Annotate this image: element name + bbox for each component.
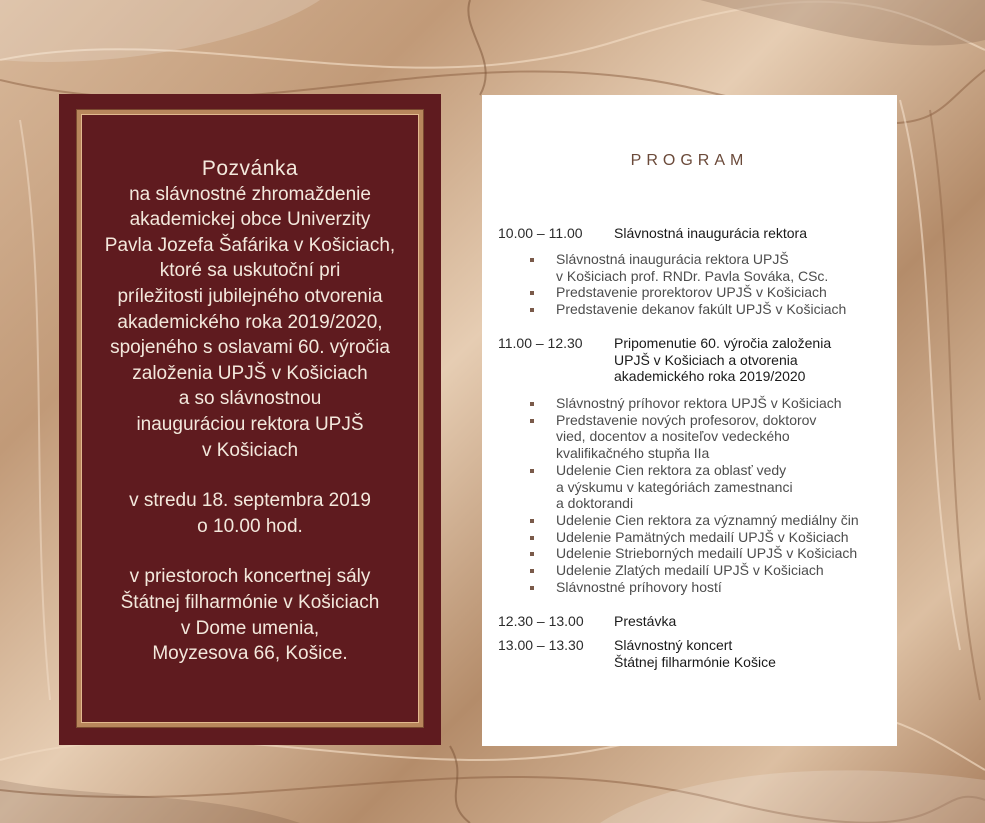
- bullet-line: Udelenie Pamätných medailí UPJŠ v Košiciach: [556, 528, 849, 545]
- program-title-line: Slávnostný koncert: [614, 637, 733, 653]
- list-item: [528, 301, 889, 318]
- invitation-line: v Košiciach: [201, 439, 299, 461]
- bullet-line: kvalifikačného stupňa IIa: [556, 445, 710, 462]
- invitation-text: [89, 156, 411, 667]
- program-title-line: Prestávka: [614, 613, 677, 629]
- bullet-line: Udelenie Cien rektora za oblasť vedy: [556, 461, 787, 478]
- program-title: [614, 335, 889, 385]
- bullet-line: Udelenie Cien rektora za významný mediálny čin: [556, 511, 859, 528]
- invitation-line: a so slávnostnou: [178, 388, 322, 410]
- program-time: 10.00 – 11.00: [498, 225, 583, 241]
- invitation-line: Pavla Jozefa Šafárika v Košiciach,: [104, 234, 396, 256]
- program-title: [614, 637, 889, 670]
- program-bullets: [528, 395, 889, 595]
- program-title: [614, 613, 889, 630]
- list-item: [528, 579, 889, 596]
- bullet-line: Slávnostné príhovory hostí: [556, 578, 722, 595]
- invitation-line: inauguráciou rektora UPJŠ: [136, 413, 364, 435]
- invitation-venue-line: v priestoroch koncertnej sály: [129, 566, 371, 588]
- list-item: [528, 395, 889, 412]
- list-item: [528, 251, 889, 284]
- invitation-line: akademického roka 2019/2020,: [117, 311, 383, 333]
- list-item: [528, 412, 889, 462]
- invitation-line: na slávnostné zhromaždenie: [129, 183, 371, 205]
- program-title-line: Štátnej filharmónie Košice: [614, 653, 776, 670]
- invitation-line: založenia UPJŠ v Košiciach: [132, 362, 368, 384]
- program-time: 13.00 – 13.30: [498, 637, 584, 653]
- invitation-line: ktoré sa uskutoční pri: [159, 260, 341, 282]
- program-title-line: UPJŠ v Košiciach a otvorenia: [614, 351, 798, 368]
- invitation-line: spojeného s oslavami 60. výročia: [110, 337, 390, 359]
- bullet-line: Udelenie Zlatých medailí UPJŠ v Košiciach: [556, 562, 824, 579]
- list-item: [528, 562, 889, 579]
- program-card: [482, 95, 897, 746]
- bullet-line: Predstavenie prorektorov UPJŠ v Košiciach: [556, 284, 827, 301]
- program-title: [614, 225, 889, 242]
- bullet-line: a výskumu v kategóriách zamestnanci: [556, 478, 793, 495]
- bullet-line: vied, docentov a nositeľov vedeckého: [556, 428, 790, 445]
- program-title-line: akademického roka 2019/2020: [614, 368, 806, 384]
- invitation-time: o 10.00 hod.: [197, 515, 303, 537]
- bullet-line: a doktorandi: [556, 495, 634, 512]
- bullet-line: Slávnostná inaugurácia rektora UPJŠ: [556, 251, 789, 267]
- program-bullets: [528, 251, 889, 318]
- list-item: [528, 529, 889, 546]
- invitation-line: príležitosti jubilejného otvorenia: [117, 285, 383, 307]
- invitation-card: [59, 94, 441, 745]
- program-heading: PROGRAM: [630, 152, 749, 169]
- invitation-venue-line: v Dome umenia,: [180, 617, 320, 639]
- list-item: [528, 512, 889, 529]
- list-item: [528, 545, 889, 562]
- invitation-line: akademickej obce Univerzity: [129, 209, 371, 231]
- invitation-title: Pozvánka: [201, 157, 299, 180]
- program-title-line: Slávnostná inaugurácia rektora: [614, 225, 808, 241]
- invitation-date: v stredu 18. septembra 2019: [129, 490, 371, 512]
- bullet-line: Slávnostný príhovor rektora UPJŠ v Košiciach: [556, 395, 842, 411]
- invitation-address: Moyzesova 66, Košice.: [152, 643, 348, 665]
- program-title-line: Pripomenutie 60. výročia založenia: [614, 335, 832, 351]
- bullet-line: Udelenie Strieborných medailí UPJŠ v Košiciach: [556, 545, 858, 562]
- bullet-line: v Košiciach prof. RNDr. Pavla Sováka, CSc.: [556, 267, 829, 284]
- list-item: [528, 462, 889, 512]
- list-item: [528, 284, 889, 301]
- bullet-line: Predstavenie dekanov fakúlt UPJŠ v Košiciach: [556, 301, 847, 318]
- program-time: 12.30 – 13.00: [498, 613, 584, 629]
- bullet-line: Predstavenie nových profesorov, doktorov: [556, 411, 817, 428]
- invitation-venue-line: Štátnej filharmónie v Košiciach: [120, 591, 380, 613]
- program-time: 11.00 – 12.30: [498, 335, 583, 351]
